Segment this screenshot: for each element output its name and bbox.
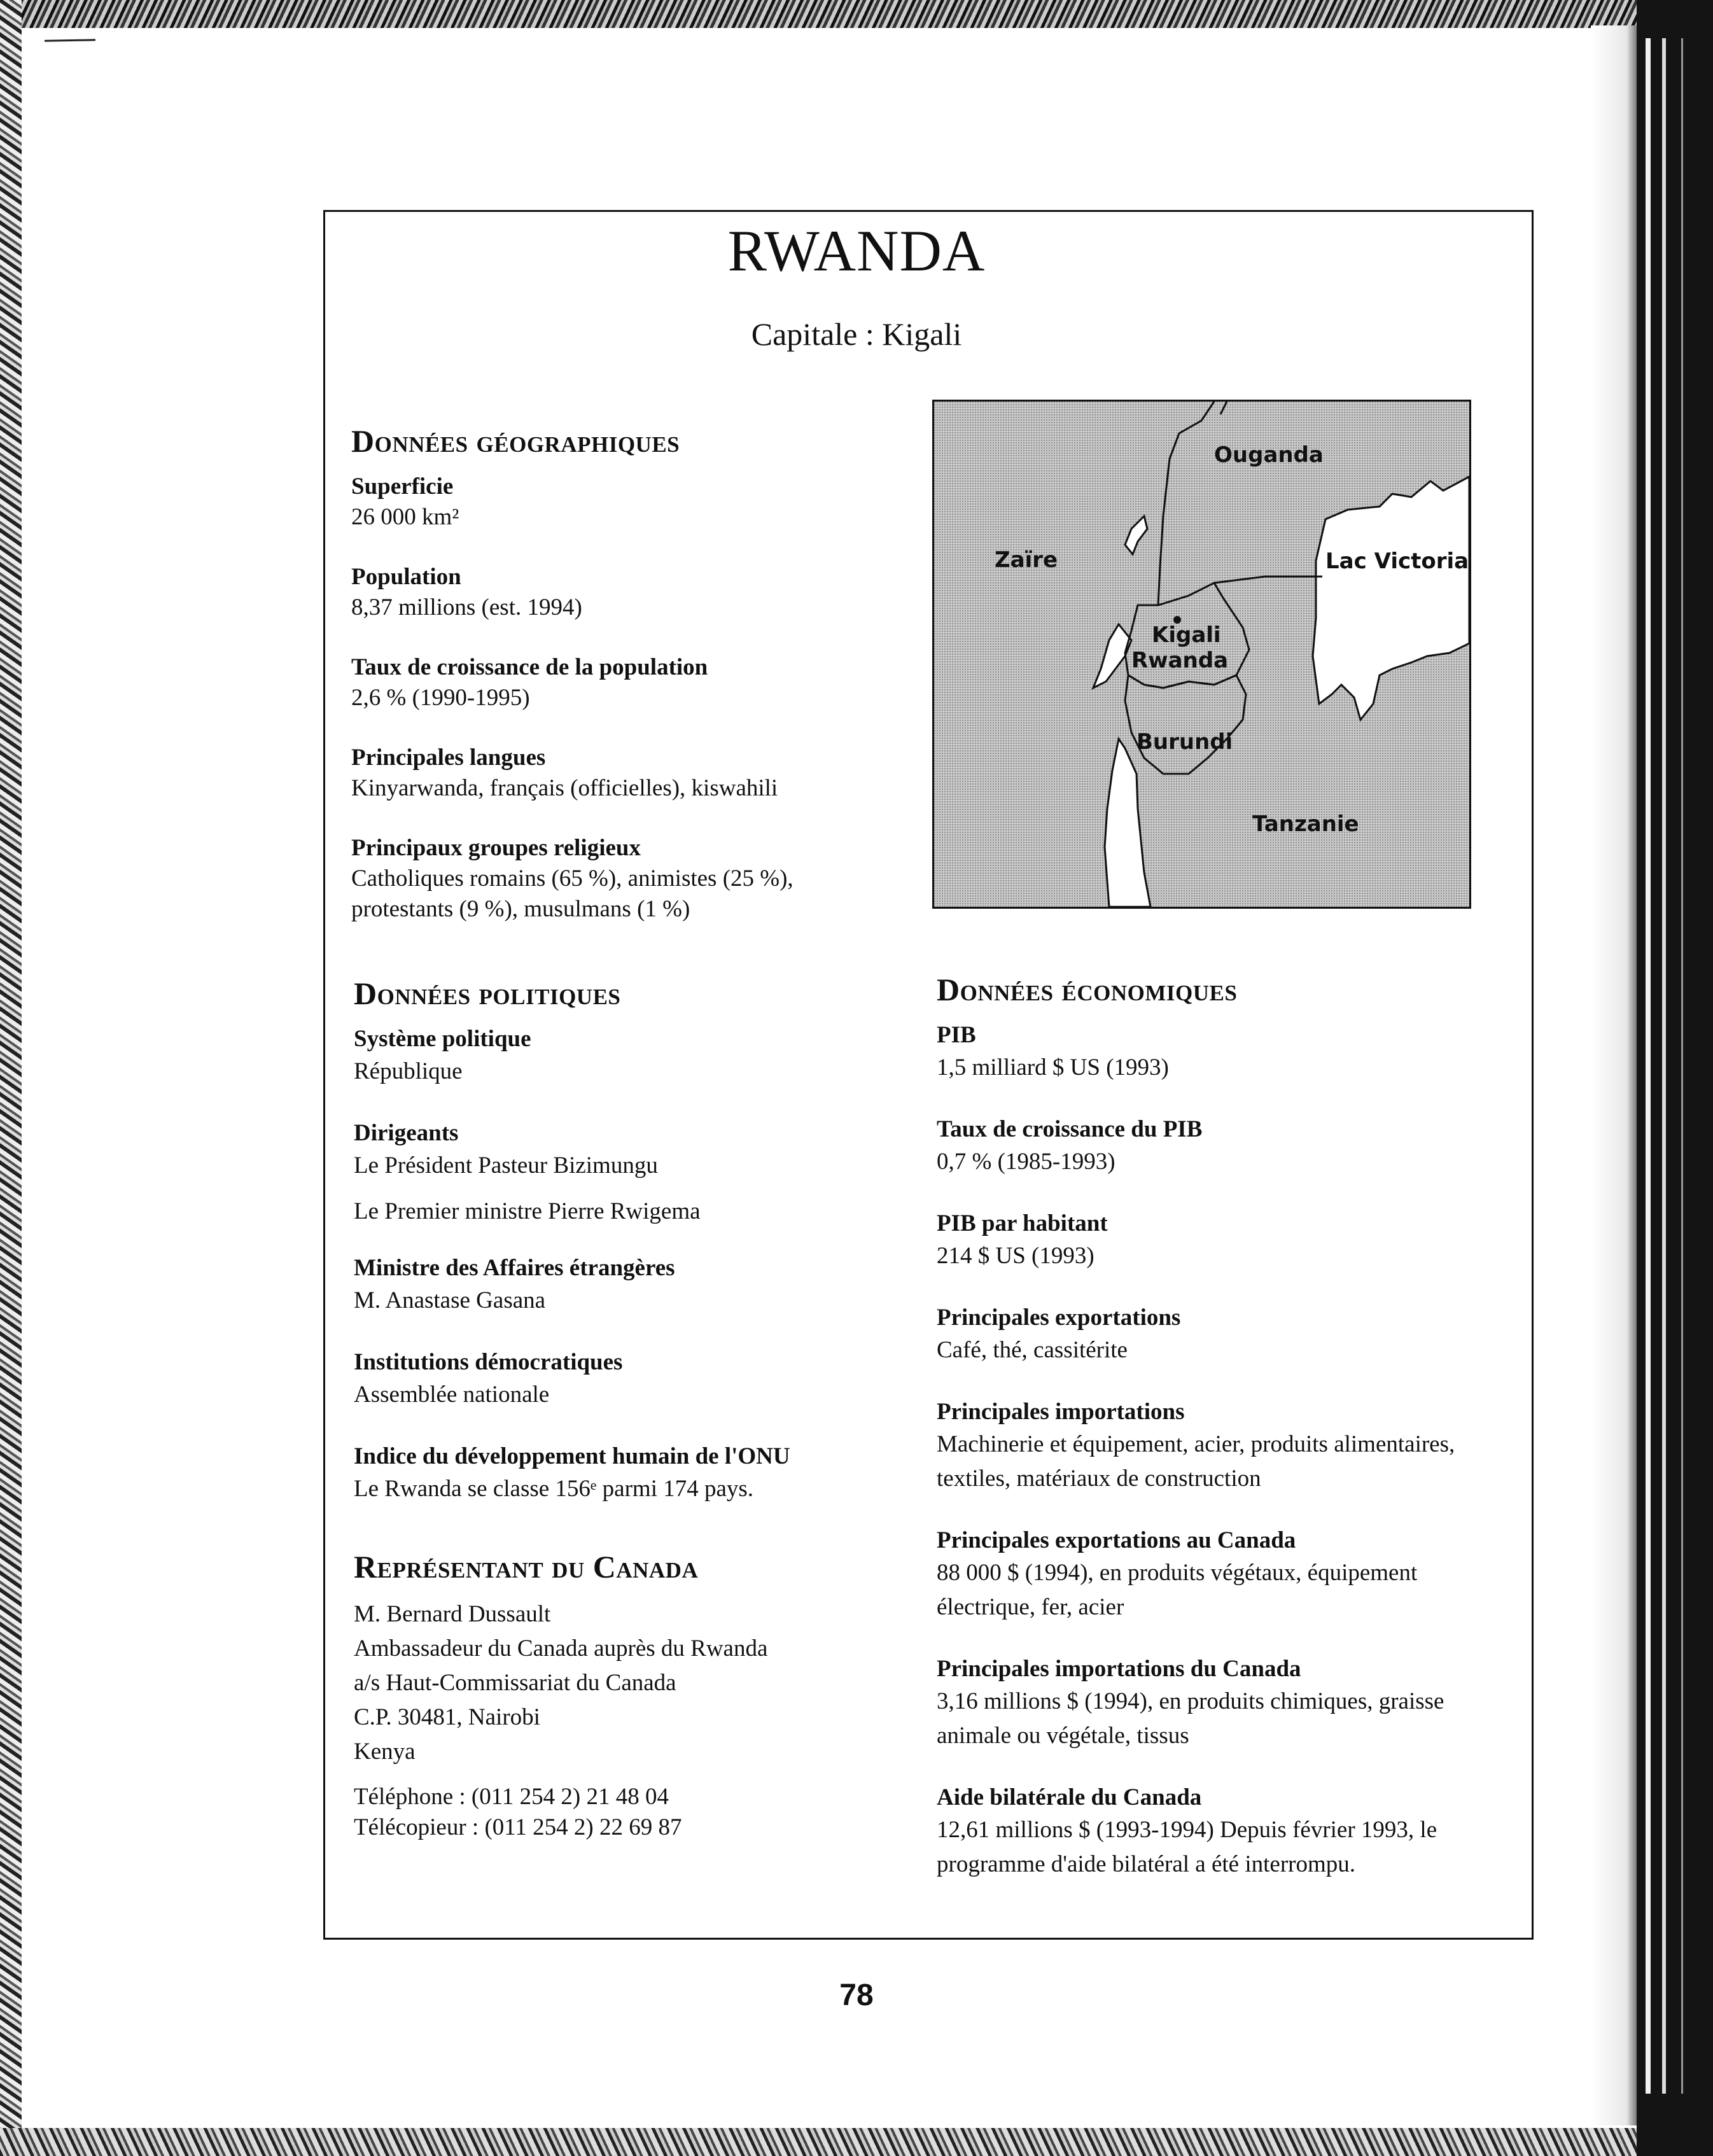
eco-value: 88 000 $ (1994), en produits végétaux, équipement [937,1560,1418,1586]
geo-item [351,562,860,623]
geo-label: Taux de croissance de la population [351,654,708,680]
eco-label: PIB par habitant [937,1210,1108,1236]
geo-value: 2,6 % (1990-1995) [351,685,530,711]
eco-heading: Données économiques [937,972,1238,1007]
eco-section [937,972,1497,1882]
eco-value-continued: textiles, matériaux de construction [937,1466,1261,1492]
eco-value-continued: électrique, fer, acier [937,1594,1124,1620]
pol-label: Institutions démocratiques [354,1349,623,1375]
page-number: 78 [839,1978,874,2012]
geo-value: Catholiques romains (65 %), animistes (25 %), [351,865,794,892]
label-tanzanie: Tanzanie [1252,811,1359,837]
eco-label: Principales exportations [937,1305,1181,1331]
eco-item [937,1397,1497,1496]
geo-value-continued: protestants (9 %), musulmans (1 %) [351,896,690,922]
pol-item [354,1118,863,1229]
pol-value: Le Rwanda se classe 156ᵉ parmi 174 pays. [354,1476,754,1502]
pol-item [354,1347,863,1412]
geo-label: Superficie [351,473,454,500]
eco-item [937,1303,1497,1368]
scan-noise-top [0,0,1713,28]
rep-line: Kenya [354,1739,416,1765]
label-ouganda: Ouganda [1214,442,1324,468]
rep-telephone: Téléphone : (011 254 2) 21 48 04 [354,1784,669,1810]
rep-line: M. Bernard Dussault [354,1601,551,1627]
geo-heading: Données géographiques [351,423,680,459]
geo-item [351,472,860,533]
rep-line: a/s Haut-Commissariat du Canada [354,1670,676,1696]
scan-noise-bottom [0,2128,1713,2156]
eco-item [937,1525,1497,1625]
rep-telecopieur: Télécopieur : (011 254 2) 22 69 87 [354,1814,682,1840]
eco-item [937,1020,1497,1085]
pol-label: Dirigeants [354,1120,459,1146]
pol-item [354,1024,863,1089]
eco-item [937,1208,1497,1273]
geo-value: Kinyarwanda, français (officielles), kiswahili [351,775,778,801]
eco-value: 3,16 millions $ (1994), en produits chimiques, graisse [937,1688,1444,1714]
pol-label: Système politique [354,1026,531,1052]
pol-label: Ministre des Affaires étrangères [354,1255,675,1281]
geo-item [351,833,860,925]
rep-line: C.P. 30481, Nairobi [354,1704,540,1730]
pol-item [354,1441,863,1506]
label-burundi: Burundi [1136,729,1233,755]
eco-label: Principales importations [937,1399,1185,1425]
eco-value: Machinerie et équipement, acier, produits alimentaires, [937,1431,1455,1457]
map-svg [934,402,1469,907]
eco-item [937,1114,1497,1179]
pol-section [354,976,863,1843]
eco-label: PIB [937,1022,976,1048]
geo-label: Population [351,564,461,590]
eco-label: Principales exportations au Canada [937,1527,1296,1553]
eco-value: 0,7 % (1985-1993) [937,1149,1115,1175]
pol-value: Le Premier ministre Pierre Rwigema [354,1198,701,1224]
geo-label: Principales langues [351,745,546,771]
pol-label: Indice du développement humain de l'ONU [354,1443,790,1469]
page-title: RWANDA [727,218,986,283]
pol-value: Assemblée nationale [354,1382,550,1408]
eco-value-continued: animale ou végétale, tissus [937,1723,1189,1749]
eco-value: Café, thé, cassitérite [937,1337,1128,1363]
pol-value: M. Anastase Gasana [354,1287,546,1313]
eco-value: 12,61 millions $ (1993-1994) Depuis février 1993, le [937,1817,1437,1843]
label-zaire: Zaïre [995,547,1058,573]
eco-label: Taux de croissance du PIB [937,1116,1203,1142]
geo-label: Principaux groupes religieux [351,835,641,861]
rep-line: Ambassadeur du Canada auprès du Rwanda [354,1635,768,1662]
eco-item [937,1782,1497,1882]
region-map [932,400,1471,909]
geo-section [351,424,860,954]
corner-mark [45,39,95,41]
pol-item [354,1253,863,1318]
geo-item [351,743,860,804]
capital-line: Capitale : Kigali [751,316,962,352]
eco-value: 1,5 milliard $ US (1993) [937,1054,1169,1081]
eco-label: Principales importations du Canada [937,1656,1301,1682]
label-lac-victoria: Lac Victoria [1325,549,1469,574]
pol-value: Le Président Pasteur Bizimungu [354,1152,658,1179]
rep-heading: Représentant du Canada [354,1549,699,1585]
eco-value-continued: programme d'aide bilatéral a été interrompu. [937,1851,1355,1877]
geo-value: 8,37 millions (est. 1994) [351,594,582,620]
geo-value: 26 000 km² [351,504,459,530]
eco-value: 214 $ US (1993) [937,1243,1094,1269]
geo-item [351,652,860,713]
eco-label: Aide bilatérale du Canada [937,1784,1202,1810]
label-rwanda: Rwanda [1131,648,1229,673]
label-kigali: Kigali [1152,622,1221,648]
eco-item [937,1654,1497,1753]
pol-heading: Données politiques [354,976,621,1011]
pol-value: République [354,1058,463,1084]
